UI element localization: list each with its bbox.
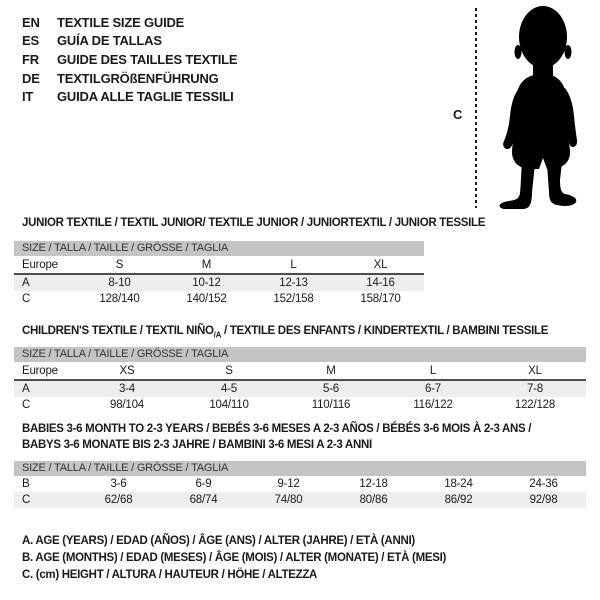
row-label-cell: B <box>22 478 30 490</box>
height-value-cell: 158/170 <box>360 293 401 305</box>
age-value-cell: 12-13 <box>250 274 337 291</box>
age-value-cell: 12-18 <box>359 478 388 490</box>
region-row <box>14 362 586 380</box>
age-value-cell: 14-16 <box>337 274 424 291</box>
junior-size-table <box>14 241 424 307</box>
height-value-cell: 86/92 <box>416 492 501 508</box>
footnote-height-cm: C. (cm) HEIGHT / ALTURA / HAUTEUR / HÖHE / ALTEZZA <box>22 569 318 582</box>
row-label-cell: C <box>14 492 76 508</box>
size-cell: XS <box>76 362 178 380</box>
lang-label: GUIDE DES TAILLES TEXTILE <box>57 51 238 67</box>
lang-label: TEXTILE SIZE GUIDE <box>57 14 185 30</box>
lang-row-de <box>22 69 237 88</box>
size-cell: M <box>163 256 250 274</box>
lang-code: DE <box>22 70 40 86</box>
size-cell: S <box>178 362 280 380</box>
age-row <box>14 274 424 291</box>
footnote-age-years: A. AGE (YEARS) / EDAD (AÑOS) / ÂGE (ANS) / ALTER (JAHRE) / ETÀ (ANNI) <box>22 535 415 547</box>
age-row <box>14 380 586 397</box>
height-value-cell: 80/86 <box>331 492 416 508</box>
size-header-bar: SIZE / TALLA / TAILLE / GRÖSSE / TAGLIA <box>14 461 586 476</box>
children-title-sub: /A <box>213 330 222 340</box>
age-value-cell: 6-7 <box>382 380 484 397</box>
babies-size-table <box>14 461 586 508</box>
height-value-cell: 104/110 <box>209 399 249 411</box>
region-label-cell: Europe <box>14 362 76 380</box>
region-label-cell: Europe <box>14 256 76 274</box>
children-title-post: / TEXTILE DES ENFANTS / KINDERTEXTIL / BAMBINI TESSILE <box>221 325 549 337</box>
lang-code: EN <box>22 14 40 30</box>
age-value-cell: 6-9 <box>195 478 212 490</box>
height-value-cell: 128/140 <box>99 293 140 305</box>
height-value-cell: 122/128 <box>514 399 556 411</box>
age-value-cell: 4-5 <box>178 380 280 397</box>
age-value-cell: 3-4 <box>76 380 178 397</box>
height-value-cell: 110/116 <box>311 399 351 411</box>
height-row <box>14 397 586 413</box>
lang-label: GUÍA DE TALLAS <box>57 33 162 49</box>
size-header-bar: SIZE / TALLA / TAILLE / GRÖSSE / TAGLIA <box>14 241 424 256</box>
age-value-cell: 10-12 <box>163 274 250 291</box>
height-value-cell: 68/74 <box>161 492 246 508</box>
row-label-cell: A <box>14 380 76 397</box>
age-months-row <box>14 476 586 492</box>
toddler-silhouette-image <box>486 4 596 209</box>
age-value-cell: 24-36 <box>529 478 558 490</box>
lang-row-es <box>22 32 237 51</box>
height-value-cell: 74/80 <box>246 492 331 508</box>
height-row <box>14 492 586 508</box>
lang-code: FR <box>22 51 39 67</box>
row-label-cell: C <box>22 293 31 305</box>
lang-row-fr <box>22 50 237 69</box>
height-value-cell: 98/104 <box>110 399 144 411</box>
lang-label: GUIDA ALLE TAGLIE TESSILI <box>57 89 234 105</box>
age-value-cell: 18-24 <box>444 478 473 490</box>
babies-title-line2: BABYS 3-6 MONATE BIS 2-3 JAHRE / BAMBINI 3-6 MESI A 2-3 ANNI <box>22 439 372 451</box>
age-value-cell: 9-12 <box>277 478 300 490</box>
age-value-cell: 7-8 <box>484 380 586 397</box>
size-cell: L <box>382 362 484 380</box>
row-label-cell: A <box>14 274 76 291</box>
size-cell: L <box>250 256 337 274</box>
children-title-pre: CHILDREN'S TEXTILE / TEXTIL NIÑO <box>22 325 214 337</box>
height-value-cell: 152/158 <box>273 293 314 305</box>
height-value-cell: 62/68 <box>76 492 161 508</box>
language-title-list <box>22 13 237 106</box>
lang-code: ES <box>22 33 39 49</box>
size-cell: M <box>280 362 382 380</box>
height-row <box>14 291 424 307</box>
size-cell: XL <box>337 256 424 274</box>
height-value-cell: 92/98 <box>501 492 586 508</box>
region-row <box>14 256 424 274</box>
footnote-age-months: B. AGE (MONTHS) / EDAD (MESES) / ÂGE (MOIS) / ALTER (MONATE) / ETÀ (MESI) <box>22 552 447 565</box>
children-table-title <box>22 323 548 343</box>
row-label-cell: C <box>22 399 31 411</box>
height-dimension-line <box>475 8 477 208</box>
footnote-legend <box>22 533 446 585</box>
height-marker-label: C <box>453 107 463 122</box>
age-value-cell: 5-6 <box>280 380 382 397</box>
children-size-table <box>14 347 586 413</box>
size-cell: XL <box>484 362 586 380</box>
size-cell: S <box>76 256 163 274</box>
lang-row-it <box>22 87 237 106</box>
height-value-cell: 140/152 <box>186 293 227 305</box>
height-value-cell: 116/122 <box>413 399 453 411</box>
age-value-cell: 3-6 <box>110 478 127 490</box>
lang-row-en <box>22 13 237 32</box>
babies-title-line1: BABIES 3-6 MONTH TO 2-3 YEARS / BEBÉS 3-6 MESES A 2-3 AÑOS / BÉBÉS 3-6 MOIS À 2-3 ANS / <box>22 423 532 435</box>
junior-table-title: JUNIOR TEXTILE / TEXTIL JUNIOR/ TEXTILE JUNIOR / JUNIORTEXTIL / JUNIOR TESSILE <box>22 217 486 229</box>
lang-label: TEXTILGRÖßENFÜHRUNG <box>57 70 219 86</box>
age-value-cell: 8-10 <box>76 274 163 291</box>
size-header-bar: SIZE / TALLA / TAILLE / GRÖSSE / TAGLIA <box>14 347 586 362</box>
babies-table-title <box>22 421 531 453</box>
lang-code: IT <box>22 89 34 105</box>
